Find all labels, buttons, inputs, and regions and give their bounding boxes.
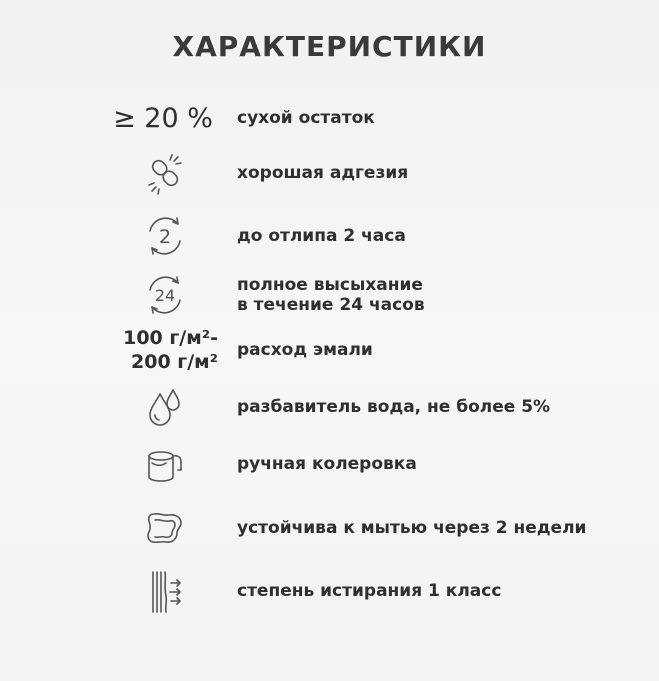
- consumption-rate-value: 100 г/м²- 200 г/м²: [123, 327, 218, 373]
- page-title: ХАРАКТЕРИСТИКИ: [172, 30, 487, 63]
- feature-row-consumption: [110, 325, 630, 375]
- chain-link-icon: [110, 148, 220, 198]
- feature-label: до отлипа 2 часа: [237, 226, 406, 246]
- svg-text:2: 2: [158, 226, 172, 248]
- feature-row-tinting: [110, 439, 630, 489]
- cycle-24-icon: [110, 270, 220, 320]
- feature-row-adhesion: [110, 148, 630, 198]
- water-drops-icon: [110, 382, 220, 432]
- feature-label: степень истирания 1 класс: [237, 581, 502, 601]
- feature-label: расход эмали: [237, 340, 373, 360]
- sponge-icon: [110, 503, 220, 553]
- feature-row-full-dry: [110, 270, 630, 320]
- cycle-2-icon: [110, 211, 220, 261]
- feature-row-thinner: [110, 382, 630, 432]
- feature-label: ручная колеровка: [237, 454, 417, 474]
- feature-label: разбавитель вода, не более 5%: [237, 397, 551, 417]
- svg-text:24: 24: [154, 286, 176, 305]
- abrasion-icon: [110, 566, 220, 616]
- feature-label: устойчива к мытью через 2 недели: [237, 518, 587, 538]
- feature-label: полное высыхание в течение 24 часов: [237, 275, 425, 315]
- feature-row-abrasion: [110, 566, 630, 616]
- feature-label: сухой остаток: [237, 108, 375, 128]
- feature-row-tack-free: [110, 211, 630, 261]
- dry-residue-value: ≥ 20 %: [113, 102, 213, 134]
- paint-can-icon: [110, 439, 220, 489]
- feature-row-dry-residue: [110, 93, 630, 143]
- feature-row-washable: [110, 503, 630, 553]
- feature-label: хорошая адгезия: [237, 163, 409, 183]
